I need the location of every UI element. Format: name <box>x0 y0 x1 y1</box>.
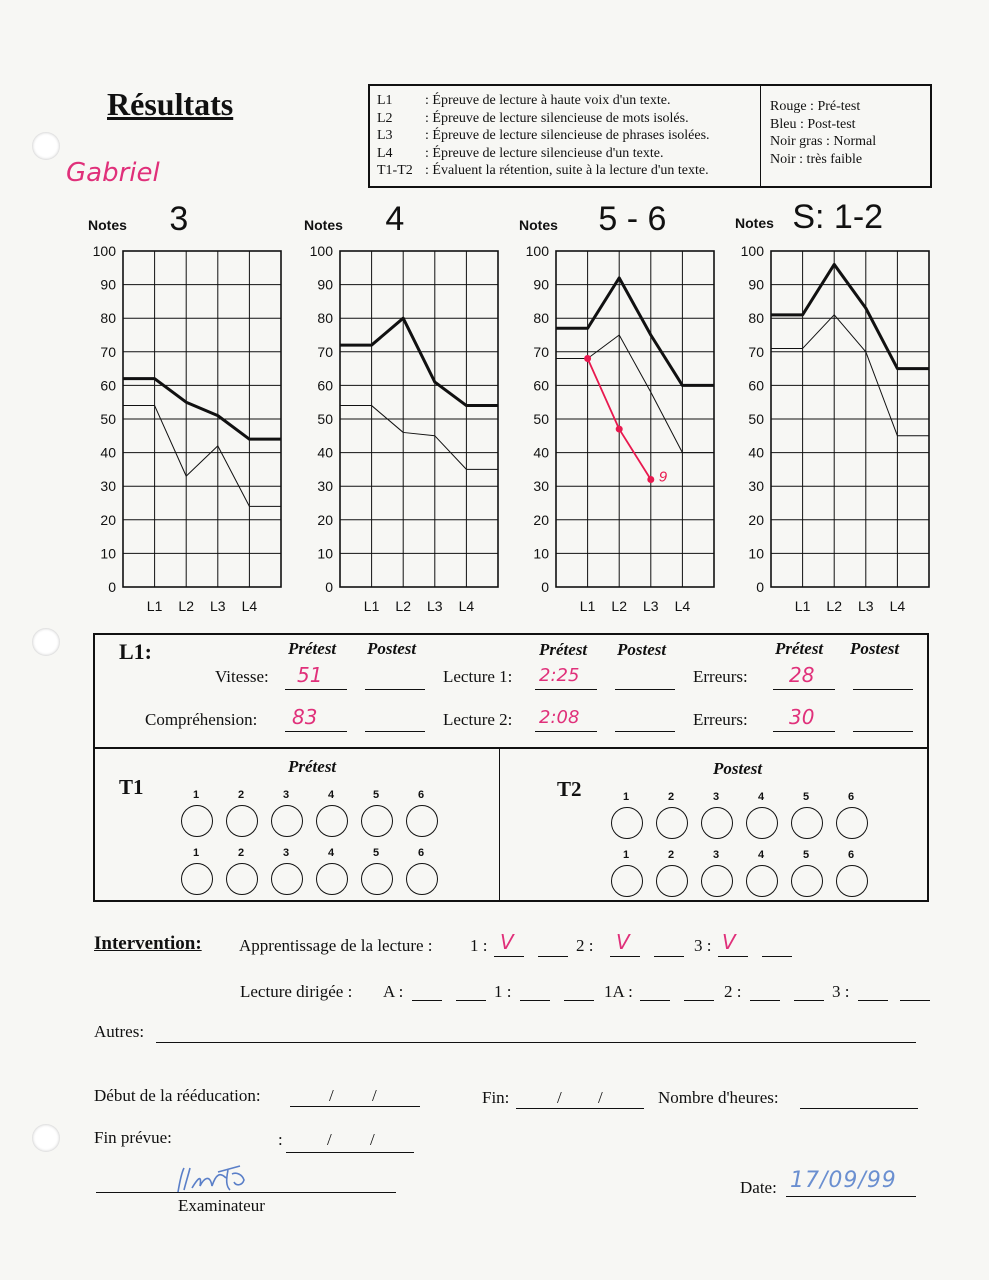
dirigee-1-field[interactable] <box>520 1000 550 1001</box>
legend-color-red: Rouge : Pré-test <box>770 99 861 114</box>
apprentissage-1b-field[interactable] <box>538 956 568 957</box>
legend-item-code: L2 <box>377 110 393 126</box>
vitesse-label: Vitesse: <box>215 667 269 686</box>
lecture1-postest-field[interactable] <box>615 689 675 690</box>
retention-answer-circle[interactable] <box>316 863 348 895</box>
chart-ytick-label: 10 <box>317 545 333 562</box>
circle-number: 3 <box>713 791 720 803</box>
chart-ytick-label: 60 <box>100 377 116 394</box>
circle-number: 4 <box>328 847 335 859</box>
l1-pretest-header: Prétest <box>539 640 588 659</box>
legend-item-text: : Épreuve de lecture silencieuse de phrases isolées. <box>425 128 710 143</box>
apprentissage-2b-field[interactable] <box>654 956 684 957</box>
chart-ytick-label: 50 <box>317 411 333 427</box>
t2-label: T2 <box>557 777 582 801</box>
lecture2-label: Lecture 2: <box>443 710 513 729</box>
chart-ytick-label: 10 <box>748 545 764 562</box>
l1-pretest-header: Prétest <box>775 639 824 658</box>
chart-ytick-label: 10 <box>533 545 549 562</box>
dirigee-1a-label: 1A : <box>604 982 633 1001</box>
circle-number: 1 <box>193 789 200 801</box>
chart-ytick-label: 90 <box>317 276 333 293</box>
apprentissage-2-field[interactable] <box>610 956 640 957</box>
chart-ytick-label: 10 <box>100 545 116 562</box>
l1-pretest-header: Prétest <box>288 639 337 658</box>
chart-ytick-label: 50 <box>748 411 764 427</box>
circle-number: 2 <box>668 849 675 861</box>
legend-item-text: : Épreuve de lecture silencieuse d'un texte. <box>425 145 664 161</box>
chart-ytick-label: 50 <box>533 411 549 427</box>
chart-ytick-label: 0 <box>108 579 116 595</box>
retention-answer-circle[interactable] <box>746 865 778 897</box>
retention-answer-circle[interactable] <box>271 805 303 837</box>
chart-ylabel: Notes <box>519 217 558 233</box>
retention-answer-circle[interactable] <box>836 865 868 897</box>
fin-slash: / <box>598 1088 603 1107</box>
debut-label: Début de la rééducation: <box>94 1086 261 1105</box>
retention-answer-circle[interactable] <box>271 863 303 895</box>
l1-postest-header: Postest <box>850 639 900 658</box>
erreurs2-label: Erreurs: <box>693 710 748 729</box>
chart-ytick-label: 60 <box>317 377 333 394</box>
debut-field[interactable] <box>290 1106 420 1107</box>
legend-item-code: L4 <box>377 145 393 161</box>
fin-field[interactable] <box>516 1108 644 1109</box>
apprentissage-1-field[interactable] <box>494 956 524 957</box>
date-value: 17/09/99 <box>790 1168 897 1193</box>
circle-number: 1 <box>193 847 200 859</box>
dirigee-3b-field[interactable] <box>900 1000 930 1001</box>
vitesse-pretest-value: 51 <box>297 663 323 687</box>
erreurs2-postest-field[interactable] <box>853 731 913 732</box>
circle-number: 3 <box>283 847 290 859</box>
chart-ytick-label: 20 <box>533 511 549 528</box>
retention-answer-circle[interactable] <box>226 805 258 837</box>
fin-prevue-slash: / <box>327 1130 332 1149</box>
chart-xtick-label: L3 <box>210 598 226 614</box>
chart-xtick-label: L2 <box>826 598 842 614</box>
debut-slash: / <box>329 1086 334 1105</box>
fin-label: Fin: <box>482 1088 510 1107</box>
t1-label: T1 <box>119 775 144 799</box>
chart-xtick-label: L4 <box>674 598 691 614</box>
legend-item-text: : Épreuve de lecture silencieuse de mots isolés. <box>425 110 689 126</box>
dirigee-1-label: 1 : <box>494 982 512 1001</box>
chart-series-line <box>340 406 498 470</box>
chart-annotation: 9 <box>658 468 668 486</box>
chart-title: 5 - 6 <box>598 200 667 238</box>
circle-number: 1 <box>623 849 630 861</box>
retention-answer-circle[interactable] <box>791 807 823 839</box>
erreurs1-label: Erreurs: <box>693 667 748 686</box>
chart-title: S: 1-2 <box>792 198 884 236</box>
chart-series-line <box>123 406 281 507</box>
chart-ytick-label: 100 <box>92 243 116 259</box>
retention-answer-circle[interactable] <box>611 865 643 897</box>
circle-number: 6 <box>418 847 425 859</box>
circle-number: 2 <box>238 847 245 859</box>
l1-heading: L1: <box>119 639 152 664</box>
dirigee-3-label: 3 : <box>832 982 850 1001</box>
retention-answer-circle[interactable] <box>836 807 868 839</box>
date-label: Date: <box>740 1178 777 1197</box>
retention-answer-circle[interactable] <box>791 865 823 897</box>
circle-number: 4 <box>758 849 765 861</box>
chart-ytick-label: 80 <box>317 310 333 327</box>
chart-ytick-label: 40 <box>317 444 333 461</box>
fin-prevue-label: Fin prévue: <box>94 1128 172 1147</box>
chart-series-line <box>556 278 714 386</box>
l1-postest-header: Postest <box>617 640 667 659</box>
circle-number: 4 <box>328 789 335 801</box>
chart-ytick-label: 70 <box>100 343 116 360</box>
comprehension-pretest-field[interactable] <box>285 731 347 732</box>
chart-ytick-label: 100 <box>309 243 333 259</box>
erreurs1-postest-field[interactable] <box>853 689 913 690</box>
binder-hole <box>32 628 60 656</box>
chart-ytick-label: 70 <box>533 343 549 360</box>
chart-ytick-label: 90 <box>100 276 116 293</box>
chart-xtick-label: L3 <box>643 598 659 614</box>
chart-xtick-label: L3 <box>427 598 443 614</box>
legend-item-code: T1-T2 <box>377 163 413 178</box>
t1-pretest-header: Prétest <box>288 757 337 776</box>
chart-series-line <box>556 335 714 453</box>
chart-ytick-label: 60 <box>748 377 764 394</box>
apprentissage-1-value: V <box>500 930 514 954</box>
chart-xtick-label: L4 <box>458 598 475 614</box>
apprentissage-3-field[interactable] <box>718 956 748 957</box>
debut-slash: / <box>372 1086 377 1105</box>
chart-ytick-label: 100 <box>525 243 549 259</box>
fin-slash: / <box>557 1088 562 1107</box>
retention-answer-circle[interactable] <box>406 863 438 895</box>
circle-number: 5 <box>373 789 380 801</box>
l1-postest-header: Postest <box>367 639 417 658</box>
legend-item-text: : Épreuve de lecture à haute voix d'un texte. <box>425 93 671 108</box>
retention-answer-circle[interactable] <box>746 807 778 839</box>
chart-ytick-label: 80 <box>100 310 116 327</box>
retention-answer-circle[interactable] <box>656 807 688 839</box>
date-field[interactable] <box>786 1196 916 1197</box>
vitesse-postest-field[interactable] <box>365 689 425 690</box>
circle-number: 2 <box>238 789 245 801</box>
examinateur-label: Examinateur <box>178 1196 265 1215</box>
circle-number: 3 <box>283 789 290 801</box>
chart-series-line <box>771 315 929 436</box>
dirigee-1a-field[interactable] <box>640 1000 670 1001</box>
retention-answer-circle[interactable] <box>181 805 213 837</box>
legend-color-blue: Bleu : Post-test <box>770 116 856 132</box>
retention-answer-circle[interactable] <box>611 807 643 839</box>
chart-xtick-label: L1 <box>794 598 811 614</box>
chart-ytick-label: 80 <box>533 310 549 327</box>
l1-section <box>93 633 929 749</box>
chart-ytick-label: 70 <box>317 343 333 360</box>
chart-xtick-label: L4 <box>241 598 258 614</box>
retention-answer-circle[interactable] <box>701 865 733 897</box>
section-divider <box>499 749 500 902</box>
comprehension-pretest-value: 83 <box>292 705 318 729</box>
lecture2-pretest-field[interactable] <box>535 731 597 732</box>
comprehension-postest-field[interactable] <box>365 731 425 732</box>
binder-hole <box>32 1124 60 1152</box>
circle-number: 3 <box>713 849 720 861</box>
page-title: Résultats <box>107 86 234 122</box>
nombre-heures-label: Nombre d'heures: <box>658 1088 779 1107</box>
lecture2-postest-field[interactable] <box>615 731 675 732</box>
lecture-dirigee-label: Lecture dirigée : <box>240 982 353 1001</box>
chart-xtick-label: L2 <box>395 598 411 614</box>
legend-color-bold-black: Noir gras : Normal <box>770 134 877 149</box>
circle-number: 5 <box>803 791 810 803</box>
dirigee-a2-field[interactable] <box>456 1000 486 1001</box>
circle-number: 2 <box>668 791 675 803</box>
fin-prevue-slash: / <box>370 1130 375 1149</box>
dirigee-3-field[interactable] <box>858 1000 888 1001</box>
legend-color-black: Noir : très faible <box>770 151 863 167</box>
autres-label: Autres: <box>94 1022 145 1041</box>
chart-ytick-label: 40 <box>533 444 549 461</box>
chart-ytick-label: 20 <box>317 511 333 528</box>
lecture1-label: Lecture 1: <box>443 667 513 686</box>
erreurs1-pretest-field[interactable] <box>773 689 835 690</box>
chart-xtick-label: L3 <box>858 598 874 614</box>
fin-prevue-field[interactable] <box>286 1152 414 1153</box>
circle-number: 1 <box>623 791 630 803</box>
chart-xtick-label: L2 <box>178 598 194 614</box>
lecture1-pretest-field[interactable] <box>535 689 597 690</box>
circle-number: 5 <box>803 849 810 861</box>
chart-ytick-label: 0 <box>325 579 333 595</box>
chart-point <box>616 426 623 433</box>
apprentissage-label: Apprentissage de la lecture : <box>239 936 433 955</box>
chart-ytick-label: 0 <box>541 579 549 595</box>
circle-number: 6 <box>418 789 425 801</box>
chart-ytick-label: 0 <box>756 579 764 595</box>
apprentissage-1-label: 1 : <box>470 936 488 955</box>
chart-ytick-label: 40 <box>748 444 764 461</box>
legend-item-code: L3 <box>377 128 393 143</box>
chart-xtick-label: L1 <box>363 598 380 614</box>
lecture2-pretest-value: 2:08 <box>539 707 580 728</box>
chart-series-line <box>123 379 281 439</box>
retention-answer-circle[interactable] <box>406 805 438 837</box>
student-name[interactable]: Gabriel <box>66 158 160 188</box>
chart-ytick-label: 60 <box>533 377 549 394</box>
chart-ytick-label: 30 <box>533 478 549 495</box>
lecture1-pretest-value: 2:25 <box>539 665 580 686</box>
t2-postest-header: Postest <box>713 759 763 778</box>
chart-ytick-label: 90 <box>533 276 549 293</box>
chart-ytick-label: 100 <box>740 243 764 259</box>
retention-answer-circle[interactable] <box>361 863 393 895</box>
erreurs1-pretest-value: 28 <box>789 663 815 687</box>
circle-number: 6 <box>848 849 855 861</box>
nombre-heures-field[interactable] <box>800 1108 918 1109</box>
chart-xtick-label: L1 <box>579 598 596 614</box>
chart-ytick-label: 70 <box>748 343 764 360</box>
circle-number: 4 <box>758 791 765 803</box>
apprentissage-3b-field[interactable] <box>762 956 792 957</box>
comprehension-label: Compréhension: <box>145 710 258 729</box>
chart-point <box>647 476 654 483</box>
chart-xtick-label: L1 <box>146 598 163 614</box>
dirigee-1b-field[interactable] <box>564 1000 594 1001</box>
dirigee-2-field[interactable] <box>750 1000 780 1001</box>
retention-answer-circle[interactable] <box>701 807 733 839</box>
retention-section <box>93 747 929 902</box>
chart-title: 4 <box>385 200 405 238</box>
fin-prevue-colon: : <box>278 1130 283 1149</box>
intervention-label: Intervention: <box>94 933 202 954</box>
legend-item-code: L1 <box>377 93 393 108</box>
retention-answer-circle[interactable] <box>361 805 393 837</box>
autres-field[interactable] <box>156 1042 916 1043</box>
erreurs2-pretest-value: 30 <box>789 705 815 729</box>
retention-answer-circle[interactable] <box>316 805 348 837</box>
chart-xtick-label: L4 <box>889 598 906 614</box>
chart-series-line <box>771 264 929 368</box>
chart-ytick-label: 50 <box>100 411 116 427</box>
chart-ytick-label: 30 <box>748 478 764 495</box>
erreurs2-pretest-field[interactable] <box>773 731 835 732</box>
chart-ylabel: Notes <box>735 215 774 231</box>
retention-answer-circle[interactable] <box>226 863 258 895</box>
circle-number: 5 <box>373 847 380 859</box>
apprentissage-3-label: 3 : <box>694 936 712 955</box>
chart-ytick-label: 40 <box>100 444 116 461</box>
legend-item-text: : Évaluent la rétention, suite à la lecture d'un texte. <box>425 163 709 178</box>
chart-ytick-label: 20 <box>748 511 764 528</box>
circle-number: 6 <box>848 791 855 803</box>
chart-ytick-label: 30 <box>100 478 116 495</box>
chart-point <box>584 355 591 362</box>
vitesse-pretest-field[interactable] <box>285 689 347 690</box>
apprentissage-3-value: V <box>722 930 736 954</box>
chart-ytick-label: 80 <box>748 310 764 327</box>
dirigee-2b-field[interactable] <box>794 1000 824 1001</box>
chart-series-line <box>340 318 498 405</box>
dirigee-a-label: A : <box>383 982 404 1001</box>
examinateur-signature <box>170 1160 260 1200</box>
chart-ytick-label: 30 <box>317 478 333 495</box>
chart-ytick-label: 90 <box>748 276 764 293</box>
dirigee-a-field[interactable] <box>412 1000 442 1001</box>
charts-svg <box>0 0 989 630</box>
chart-ylabel: Notes <box>304 217 343 233</box>
apprentissage-2-label: 2 : <box>576 936 594 955</box>
chart-xtick-label: L2 <box>611 598 627 614</box>
chart-ytick-label: 20 <box>100 511 116 528</box>
dirigee-2-label: 2 : <box>724 982 742 1001</box>
chart-title: 3 <box>169 200 189 238</box>
apprentissage-2-value: V <box>616 930 630 954</box>
retention-answer-circle[interactable] <box>181 863 213 895</box>
chart-ylabel: Notes <box>88 217 127 233</box>
retention-answer-circle[interactable] <box>656 865 688 897</box>
dirigee-1a2-field[interactable] <box>684 1000 714 1001</box>
